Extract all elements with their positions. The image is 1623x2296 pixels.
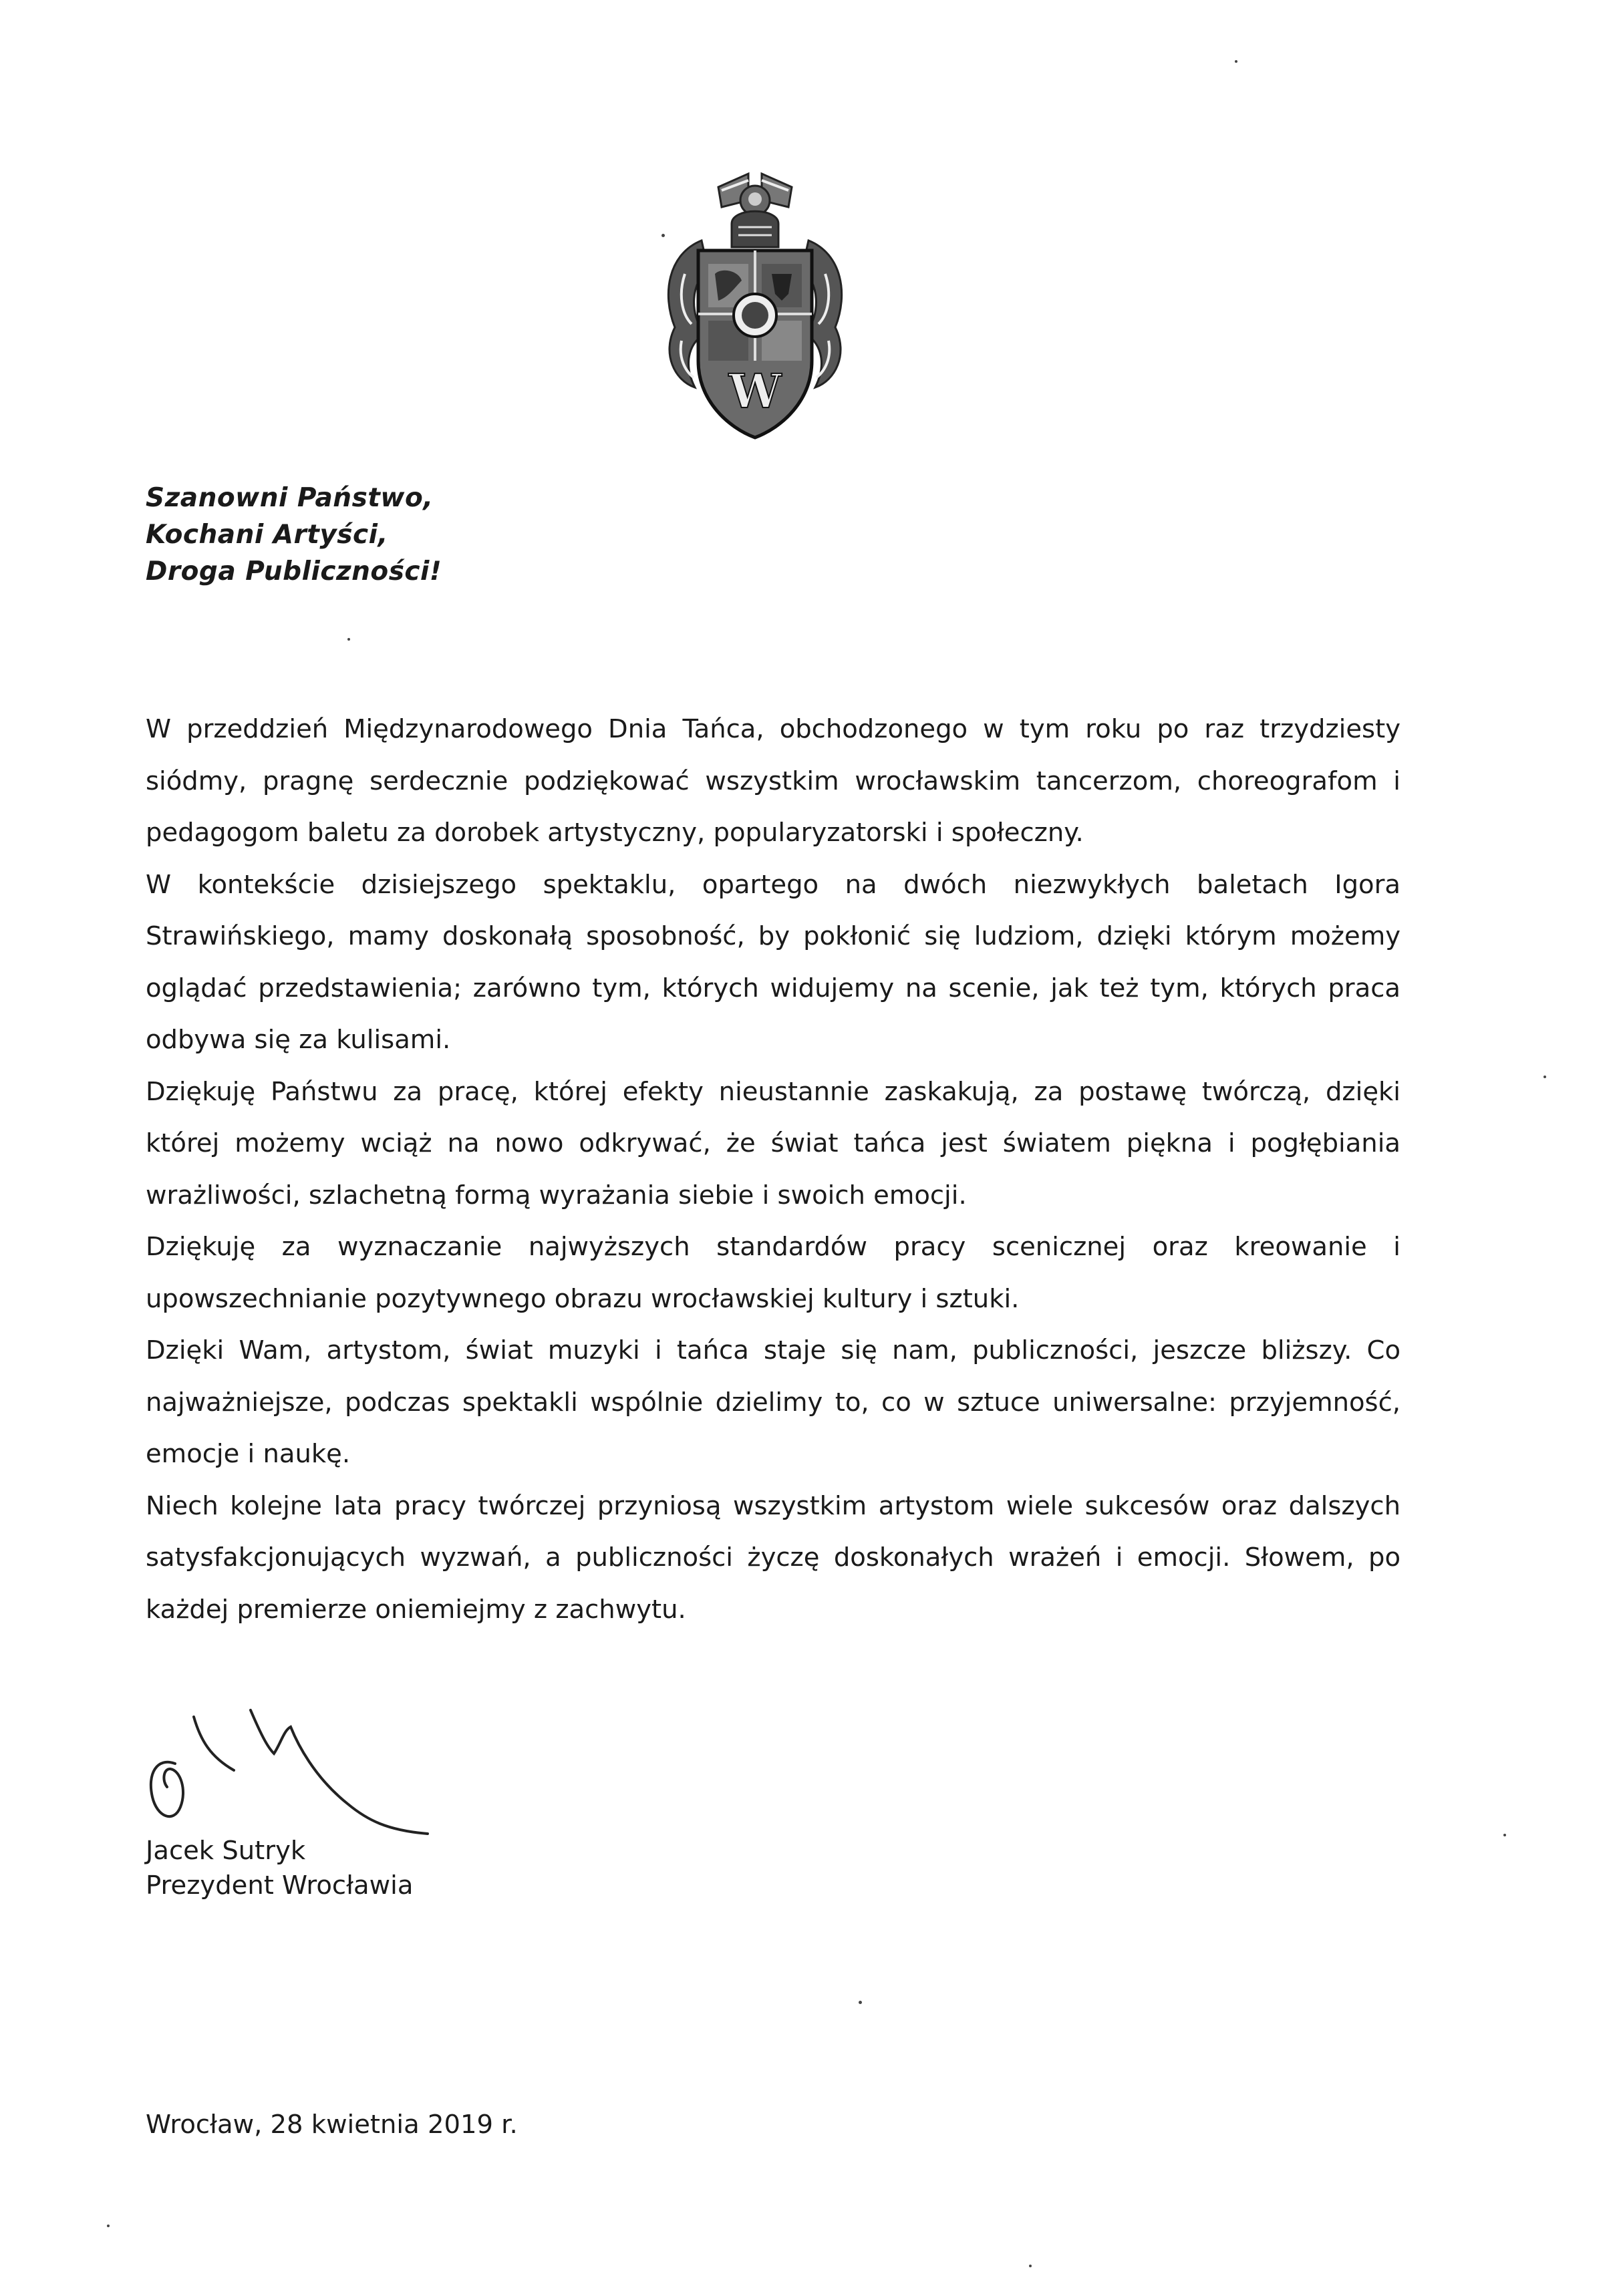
salutation-line-3: Droga Publiczności! (146, 556, 442, 587)
paragraph: Dziękuję Państwu za pracę, której efekty nieustannie zaskakują, za postawę twórczą, dzięki której możemy wciąż na nowo odkrywać, że świat tańca jest światem piękna i pogłębiania wrażliwości, szlachetną formą wyrażania siebie i swoich emocji. (146, 1076, 1400, 1210)
paragraph: Niech kolejne lata pracy twórczej przyniosą wszystkim artystom wiele sukcesów oraz dalszych satysfakcjonujących wyzwań, a publiczności życzę doskonałych wrażeń i emocji. Słowem, po każdej premierze oniemiejmy z zachwytu. (146, 1490, 1400, 1625)
paragraph: W kontekście dzisiejszego spektaklu, opartego na dwóch niezwykłych baletach Igora Strawińskiego, mamy doskonałą sposobność, by pokłonić się ludziom, dzięki którym możemy oglądać przedstawienia; zarówno tym, których widujemy na scenie, jak też tym, których praca odbywa się za kulisami. (146, 869, 1400, 1055)
scan-speck (1503, 1834, 1506, 1836)
salutation-line-1: Szanowni Państwo, (146, 483, 434, 513)
scan-speck (347, 638, 350, 641)
scan-speck (107, 2225, 110, 2227)
paragraph: Dziękuję za wyznaczanie najwyższych standardów pracy scenicznej oraz kreowanie i upowszechnianie pozytywnego obrazu wrocławskiej kultury i sztuki. (146, 1232, 1400, 1314)
handwritten-signature-icon (134, 1690, 441, 1844)
scan-speck (859, 2001, 862, 2004)
signer-block (146, 1834, 413, 1903)
date-line: Wrocław, 28 kwietnia 2019 r. (146, 2110, 518, 2140)
signer-name: Jacek Sutryk (146, 1836, 306, 1866)
scan-speck (1235, 60, 1237, 63)
signer-title: Prezydent Wrocławia (146, 1870, 414, 1901)
paragraph: W przeddzień Międzynarodowego Dnia Tańca, obchodzonego w tym roku po raz trzydziesty siódmy, pragnę serdecznie podziękować wszystkim wrocławskim tancerzom, choreografom i pedagogom baletu za dorobek artystyczny, popularyzatorski i społeczny. (146, 714, 1400, 848)
salutation (146, 480, 442, 590)
scan-speck (1029, 2265, 1032, 2267)
wroclaw-coat-of-arms-icon (655, 160, 855, 441)
paragraph: Dzięki Wam, artystom, świat muzyki i tańca staje się nam, publiczności, jeszcze bliższy. Co najważniejsze, podczas spektakli wspólnie dzielimy to, co w sztuce uniwersalne: przyjemność, emocje i naukę. (146, 1335, 1400, 1469)
scan-speck (661, 234, 665, 237)
crest-letter: W (728, 363, 782, 419)
letter-body (146, 703, 1400, 1635)
scan-speck (1543, 1076, 1546, 1078)
salutation-line-2: Kochani Artyści, (146, 520, 388, 550)
